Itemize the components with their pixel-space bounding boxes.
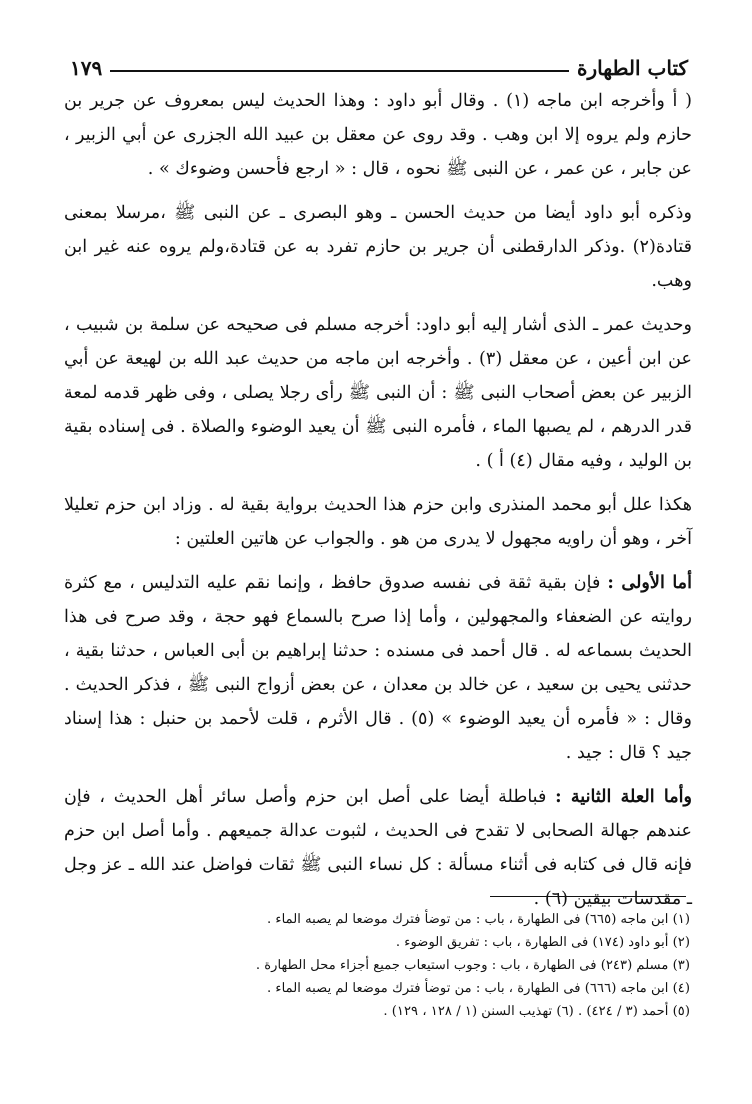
paragraph: [64, 196, 692, 298]
paragraph-lead: أما الأولى :: [607, 572, 692, 593]
paragraph-text: فإن بقية ثقة فى نفسه صدوق حافظ ، وإنما نقم عليه التدليس ، مع كثرة روايته عن الضعفاء والمجهولين ، وأما إذا صرح بالسماع فهو حجة ، وقد صرح فى هذا الحديث بسماعه له . قال أحمد فى مسنده : حدثنا إبراهيم بن أبى العباس ، حدثنا بقية ، حدثنى يحيى بن سعيد ، عن خالد بن معدان ، عن بعض أزواج النبى ﷺ ، فذكر الحديث . وقال : « فأمره أن يعيد الوضوء » (٥) . قال الأثرم ، قلت لأحمد بن حنبل : هذا إسناد جيد ؟ قال : جيد .: [64, 573, 692, 763]
main-text: [64, 84, 692, 922]
paragraph: [64, 566, 692, 770]
page-header: [70, 40, 688, 80]
paragraph-text: هكذا علل أبو محمد المنذرى وابن حزم هذا الحديث برواية بقية له . وزاد ابن حزم تعليلا آخر ، وهو أن راويه مجهول لا يدرى من هو . والجواب عن هاتين العلتين :: [64, 495, 692, 549]
paragraph-text: وحديث عمر ـ الذى أشار إليه أبو داود: أخرجه مسلم فى صحيحه عن سلمة بن شبيب ، عن ابن أعين ، عن معقل (٣) . وأخرجه ابن ماجه من حديث عبد الله بن لهيعة عن أبي الزبير عن بعض أصحاب النبى ﷺ : أن النبى ﷺ رأى رجلا يصلى ، وفى ظهر قدمه لمعة قدر الدرهم ، لم يصبها الماء ، فأمره النبى ﷺ أن يعيد الوضوء والصلاة . فى إسناده بقية بن الوليد ، وفيه مقال (٤) أ ) .: [64, 315, 692, 471]
footnote: (٤) ابن ماجه (٦٦٦) فى الطهارة ، باب : من توضأ فترك موضعا لم يصبه الماء .: [266, 981, 690, 996]
paragraph: [64, 84, 692, 186]
footnote: (٢) أبو داود (١٧٤) فى الطهارة ، باب : تفريق الوضوء .: [395, 935, 690, 950]
paragraph-text: فباطلة أيضا على أصل ابن حزم وأصل سائر أهل الحديث ، فإن عندهم جهالة الصحابى لا تقدح فى الحديث ، لثبوت عدالة جميعهم . وأما أصل ابن حزم فإنه قال فى كتابه فى أثناء مسألة : كل نساء النبى ﷺ ثقات فواضل عند الله ـ عز وجل ـ مقدسات بيقين (٦) .: [64, 787, 692, 909]
header-rule: [110, 70, 569, 72]
paragraph-lead: وأما العلة الثانية :: [555, 786, 693, 807]
paragraph: [64, 488, 692, 556]
footnotes-separator: [490, 896, 686, 897]
footnote: (٣) مسلم (٢٤٣) فى الطهارة ، باب : وجوب استيعاب جميع أجزاء محل الطهارة .: [255, 958, 690, 973]
footnote: (٥) أحمد (٣ / ٤٢٤) . (٦) تهذيب السنن (١ / ١٢٨ ، ١٢٩) .: [383, 1004, 690, 1019]
page-number: ١٧٩: [70, 56, 103, 80]
footnote: (١) ابن ماجه (٦٦٥) فى الطهارة ، باب : من توضأ فترك موضعا لم يصبه الماء .: [266, 912, 690, 927]
paragraph-text: وذكره أبو داود أيضا من حديث الحسن ـ وهو البصرى ـ عن النبى ﷺ ،مرسلا بمعنى قتادة(٢) .وذكر الدارقطنى أن جرير بن حازم تفرد به عن قتادة،ولم يروه عنه غير ابن وهب.: [64, 203, 692, 291]
chapter-title: كتاب الطهارة: [577, 56, 688, 80]
footnotes: [64, 908, 690, 1023]
paragraph: [64, 308, 692, 478]
paragraph-text: ( أ وأخرجه ابن ماجه (١) . وقال أبو داود : وهذا الحديث ليس بمعروف عن جرير بن حازم ولم يروه إلا ابن وهب . وقد روى عن معقل بن عبيد الله الجزرى عن أبي الزبير ، عن جابر ، عن عمر ، عن النبى ﷺ نحوه ، قال : « ارجع فأحسن وضوءك » .: [64, 91, 692, 179]
